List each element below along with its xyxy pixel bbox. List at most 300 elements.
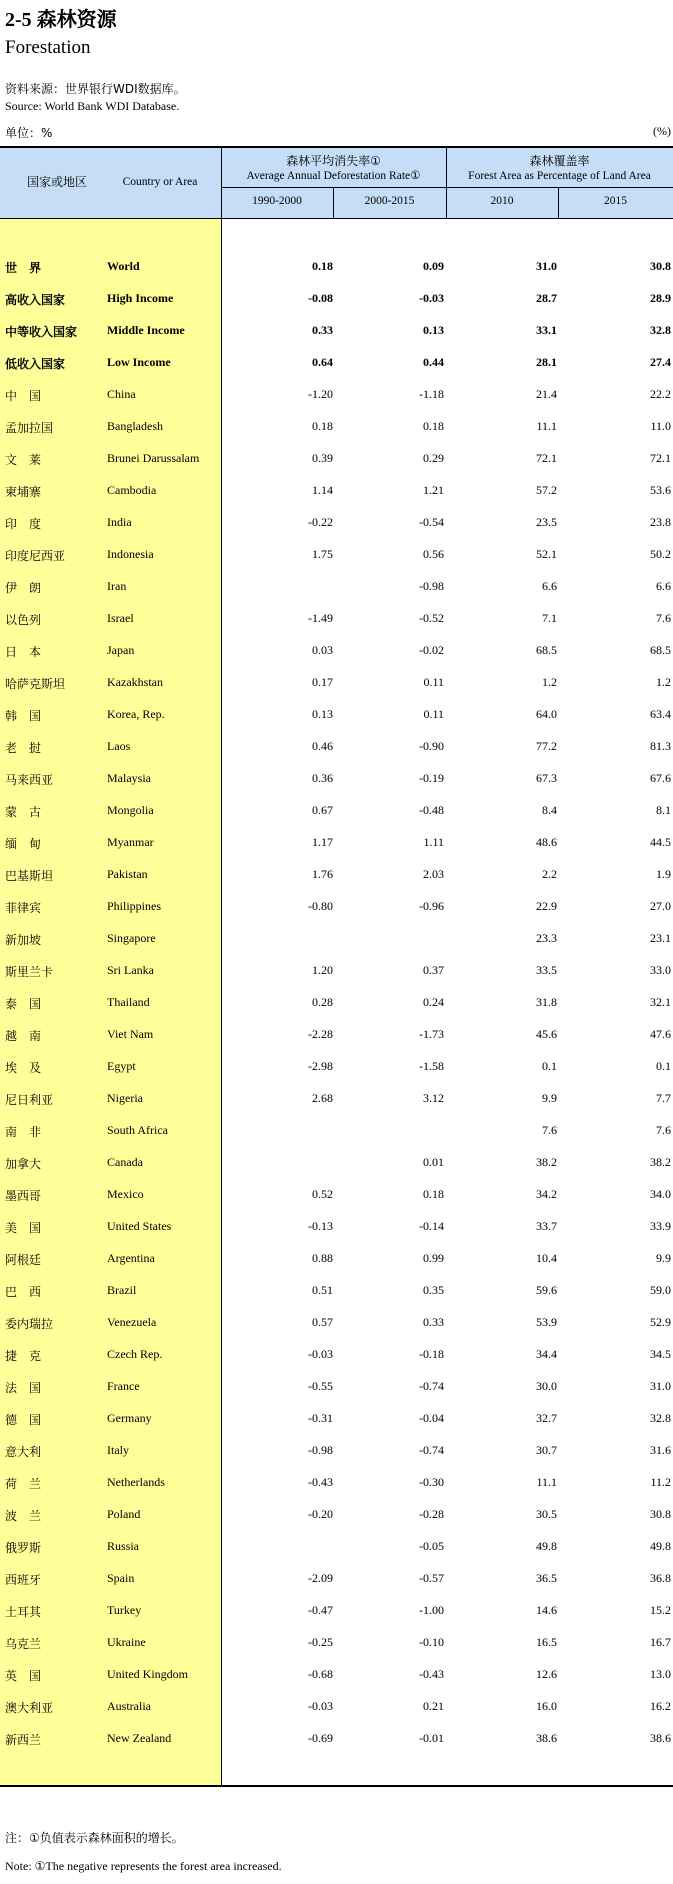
forest-area-2010-cell: 11.1 (536, 419, 557, 433)
forest-area-2015-cell: 34.5 (650, 1347, 671, 1361)
deforestation-1990-2000-cell: -2.28 (308, 1027, 333, 1041)
forest-area-2010-cell: 36.5 (536, 1571, 557, 1585)
forest-area-2015-cell: 63.4 (650, 707, 671, 721)
table-row (0, 1594, 673, 1626)
deforestation-1990-2000-cell: -0.69 (308, 1731, 333, 1745)
deforestation-2000-2015-cell: 0.18 (423, 1187, 444, 1201)
deforestation-1990-2000-cell: 0.36 (312, 771, 333, 785)
country-name-en: Malaysia (107, 771, 151, 785)
forest-area-2015-cell: 31.6 (650, 1443, 671, 1457)
forest-area-2015-cell: 36.8 (650, 1571, 671, 1585)
forest-area-2010-cell: 23.5 (536, 515, 557, 529)
deforestation-1990-2000-cell: -1.49 (308, 611, 333, 625)
country-name-en: Germany (107, 1411, 152, 1425)
country-name-cn: 埃 及 (5, 1061, 42, 1075)
country-name-en: Laos (107, 739, 131, 753)
footnote-en: Note: ①The negative represents the forest area increased. (5, 1859, 282, 1873)
deforestation-2000-2015-cell: 0.18 (423, 419, 444, 433)
deforestation-1990-2000-cell: -0.43 (308, 1475, 333, 1489)
country-name-en: Viet Nam (107, 1027, 154, 1041)
forest-area-2015-cell: 27.0 (650, 899, 671, 913)
country-name-en: Cambodia (107, 483, 157, 497)
table-row (0, 762, 673, 794)
deforestation-2000-2015-cell: 0.99 (423, 1251, 444, 1265)
forest-area-2015-cell: 30.8 (650, 1507, 671, 1521)
country-name-en: World (107, 259, 140, 273)
deforestation-2000-2015-cell: -0.03 (419, 291, 444, 305)
country-name-en: Turkey (107, 1603, 142, 1617)
forest-area-2010-cell: 30.7 (536, 1443, 557, 1457)
header-bottom-border (0, 218, 673, 219)
forest-area-2015-cell: 81.3 (650, 739, 671, 753)
deforestation-1990-2000-cell: 2.68 (312, 1091, 333, 1105)
forest-area-2010-cell: 38.6 (536, 1731, 557, 1745)
forest-area-2010-cell: 2.2 (542, 867, 557, 881)
forest-area-2015-cell: 23.1 (650, 931, 671, 945)
country-name-en: South Africa (107, 1123, 168, 1137)
country-name-cn: 乌克兰 (5, 1637, 42, 1651)
forest-area-2015-cell: 68.5 (650, 643, 671, 657)
forest-area-2015-cell: 7.7 (656, 1091, 671, 1105)
table-top-border (0, 146, 673, 148)
header-forest-area-group: 森林覆盖率 Forest Area as Percentage of Land Area (468, 154, 651, 182)
table-row (0, 442, 673, 474)
deforestation-2000-2015-cell: 3.12 (423, 1091, 444, 1105)
forest-area-2015-cell: 67.6 (650, 771, 671, 785)
deforestation-2000-2015-cell: 0.01 (423, 1155, 444, 1169)
country-name-cn: 波 兰 (5, 1509, 42, 1523)
forest-area-2015-cell: 11.0 (650, 419, 671, 433)
forest-area-2010-cell: 49.8 (536, 1539, 557, 1553)
forest-area-2015-cell: 15.2 (650, 1603, 671, 1617)
table-row (0, 506, 673, 538)
deforestation-2000-2015-cell: -0.10 (419, 1635, 444, 1649)
deforestation-2000-2015-cell: -0.43 (419, 1667, 444, 1681)
deforestation-1990-2000-cell: 0.52 (312, 1187, 333, 1201)
deforestation-2000-2015-cell: 1.11 (423, 835, 444, 849)
deforestation-2000-2015-cell: -1.58 (419, 1059, 444, 1073)
country-name-en: Israel (107, 611, 134, 625)
page-title-cn: 2-5 森林资源 (5, 9, 117, 31)
forest-area-2010-cell: 33.5 (536, 963, 557, 977)
deforestation-1990-2000-cell: -0.08 (308, 291, 333, 305)
forest-area-2015-cell: 32.8 (650, 1411, 671, 1425)
table-row (0, 954, 673, 986)
table-row (0, 1402, 673, 1434)
forest-area-2010-cell: 10.4 (536, 1251, 557, 1265)
table-row (0, 474, 673, 506)
deforestation-1990-2000-cell: -2.98 (308, 1059, 333, 1073)
forest-area-2015-cell: 50.2 (650, 547, 671, 561)
table-row (0, 730, 673, 762)
deforestation-1990-2000-cell: -0.13 (308, 1219, 333, 1233)
deforestation-1990-2000-cell: 0.13 (312, 707, 333, 721)
deforestation-2000-2015-cell: -0.01 (419, 1731, 444, 1745)
forest-area-2015-cell: 16.7 (650, 1635, 671, 1649)
table-row (0, 634, 673, 666)
deforestation-1990-2000-cell: 1.17 (312, 835, 333, 849)
country-name-en: Mongolia (107, 803, 154, 817)
country-name-cn: 斯里兰卡 (5, 965, 54, 979)
header-year-2000-2015: 2000-2015 (364, 195, 415, 207)
country-name-cn: 英 国 (5, 1669, 42, 1683)
table-body (0, 250, 673, 1754)
forest-area-2015-cell: 1.2 (656, 675, 671, 689)
deforestation-2000-2015-cell: -0.28 (419, 1507, 444, 1521)
table-row (0, 602, 673, 634)
forest-area-2010-cell: 7.6 (542, 1123, 557, 1137)
deforestation-2000-2015-cell: 0.37 (423, 963, 444, 977)
deforestation-1990-2000-cell: -2.09 (308, 1571, 333, 1585)
deforestation-2000-2015-cell: 0.35 (423, 1283, 444, 1297)
table-row (0, 410, 673, 442)
deforestation-2000-2015-cell: -1.00 (419, 1603, 444, 1617)
forest-area-2010-cell: 31.0 (536, 259, 557, 273)
table-row (0, 1498, 673, 1530)
country-name-en: Nigeria (107, 1091, 143, 1105)
country-name-cn: 巴 西 (5, 1285, 42, 1299)
forest-area-2010-cell: 14.6 (536, 1603, 557, 1617)
deforestation-2000-2015-cell: -0.30 (419, 1475, 444, 1489)
deforestation-1990-2000-cell: 0.39 (312, 451, 333, 465)
country-name-en: China (107, 387, 136, 401)
country-name-cn: 意大利 (5, 1445, 42, 1459)
deforestation-1990-2000-cell: 0.57 (312, 1315, 333, 1329)
source-cn: 资料来源：世界银行WDI数据库。 (5, 82, 186, 96)
table-row (0, 1370, 673, 1402)
table-row (0, 1210, 673, 1242)
table-row (0, 1530, 673, 1562)
table-bottom-border (0, 1785, 673, 1787)
country-name-en: Brazil (107, 1283, 137, 1297)
header-deforestation-group: 森林平均消失率① Average Annual Deforestation Rate① (246, 154, 421, 182)
forest-area-2015-cell: 7.6 (656, 611, 671, 625)
forest-area-2010-cell: 22.9 (536, 899, 557, 913)
deforestation-2000-2015-cell: -0.14 (419, 1219, 444, 1233)
country-name-en: Brunei Darussalam (107, 451, 200, 465)
forest-area-2010-cell: 28.7 (536, 291, 557, 305)
country-name-en: Iran (107, 579, 127, 593)
unit-label-right: (%) (653, 124, 671, 138)
table-row (0, 890, 673, 922)
deforestation-2000-2015-cell: 0.44 (423, 355, 444, 369)
forest-area-2015-cell: 33.0 (650, 963, 671, 977)
deforestation-2000-2015-cell: 1.21 (423, 483, 444, 497)
deforestation-2000-2015-cell: -0.48 (419, 803, 444, 817)
country-name-en: Netherlands (107, 1475, 165, 1489)
forest-area-2010-cell: 11.1 (536, 1475, 557, 1489)
forest-area-2010-cell: 7.1 (542, 611, 557, 625)
country-name-en: Myanmar (107, 835, 154, 849)
deforestation-1990-2000-cell: 0.67 (312, 803, 333, 817)
forest-area-2015-cell: 8.1 (656, 803, 671, 817)
forest-area-2015-cell: 23.8 (650, 515, 671, 529)
forest-area-2010-cell: 33.7 (536, 1219, 557, 1233)
forest-area-2010-cell: 68.5 (536, 643, 557, 657)
header-year-1990-2000: 1990-2000 (252, 195, 302, 207)
country-name-en: Singapore (107, 931, 156, 945)
country-name-cn: 马来西亚 (5, 773, 54, 787)
deforestation-1990-2000-cell: -0.03 (308, 1347, 333, 1361)
deforestation-2000-2015-cell: -0.57 (419, 1571, 444, 1585)
country-name-en: New Zealand (107, 1731, 172, 1745)
table-row (0, 1114, 673, 1146)
deforestation-2000-2015-cell: -0.74 (419, 1379, 444, 1393)
country-name-cn: 柬埔寨 (5, 485, 42, 499)
table-row (0, 1722, 673, 1754)
deforestation-1990-2000-cell: -0.68 (308, 1667, 333, 1681)
country-name-cn: 俄罗斯 (5, 1541, 42, 1555)
country-name-cn: 日 本 (5, 645, 42, 659)
forest-area-2015-cell: 27.4 (650, 355, 671, 369)
header-country-cn: 国家或地区 (26, 175, 87, 189)
forest-area-2015-cell: 1.9 (656, 867, 671, 881)
country-name-en: Argentina (107, 1251, 155, 1265)
deforestation-2000-2015-cell: -0.98 (419, 579, 444, 593)
country-name-cn: 孟加拉国 (5, 421, 54, 435)
forest-area-2015-cell: 16.2 (650, 1699, 671, 1713)
unit-label: 单位：% (5, 126, 53, 140)
forest-area-2015-cell: 11.2 (650, 1475, 671, 1489)
deforestation-1990-2000-cell: -0.98 (308, 1443, 333, 1457)
deforestation-2000-2015-cell: 0.29 (423, 451, 444, 465)
country-name-en: Spain (107, 1571, 135, 1585)
country-name-cn: 新加坡 (5, 933, 42, 947)
forest-area-2010-cell: 30.5 (536, 1507, 557, 1521)
table-row (0, 570, 673, 602)
forest-area-2015-cell: 0.1 (656, 1059, 671, 1073)
deforestation-1990-2000-cell: 0.88 (312, 1251, 333, 1265)
table-row (0, 986, 673, 1018)
deforestation-1990-2000-cell: -0.31 (308, 1411, 333, 1425)
table-row (0, 1242, 673, 1274)
country-name-cn: 荷 兰 (5, 1477, 42, 1491)
deforestation-2000-2015-cell: 0.11 (423, 675, 444, 689)
table-row (0, 1562, 673, 1594)
table-row (0, 282, 673, 314)
deforestation-1990-2000-cell: 0.46 (312, 739, 333, 753)
forest-area-2010-cell: 38.2 (536, 1155, 557, 1169)
deforestation-2000-2015-cell: 0.13 (423, 323, 444, 337)
deforestation-1990-2000-cell: -0.22 (308, 515, 333, 529)
table-row (0, 378, 673, 410)
forest-area-2010-cell: 34.2 (536, 1187, 557, 1201)
country-name-cn: 高收入国家 (5, 293, 66, 307)
table-row (0, 666, 673, 698)
table-row (0, 346, 673, 378)
table-row (0, 1658, 673, 1690)
table-row (0, 1690, 673, 1722)
country-name-cn: 中等收入国家 (5, 325, 78, 339)
deforestation-2000-2015-cell: -0.18 (419, 1347, 444, 1361)
country-name-cn: 巴基斯坦 (5, 869, 54, 883)
deforestation-1990-2000-cell: 0.18 (312, 419, 333, 433)
forest-area-2015-cell: 52.9 (650, 1315, 671, 1329)
header-country-en: Country or Area (122, 176, 198, 188)
country-name-en: Low Income (107, 355, 171, 369)
country-name-en: Czech Rep. (107, 1347, 163, 1361)
deforestation-2000-2015-cell: 0.21 (423, 1699, 444, 1713)
forest-area-2015-cell: 72.1 (650, 451, 671, 465)
table-row (0, 794, 673, 826)
country-name-en: Mexico (107, 1187, 144, 1201)
table-row (0, 858, 673, 890)
forest-area-2010-cell: 32.7 (536, 1411, 557, 1425)
country-name-en: Sri Lanka (107, 963, 154, 977)
deforestation-2000-2015-cell: 0.24 (423, 995, 444, 1009)
country-name-en: Egypt (107, 1059, 136, 1073)
forest-area-2010-cell: 8.4 (542, 803, 557, 817)
country-name-cn: 法 国 (5, 1381, 42, 1395)
country-name-cn: 泰 国 (5, 997, 42, 1011)
forest-area-2010-cell: 52.1 (536, 547, 557, 561)
forest-area-2015-cell: 30.8 (650, 259, 671, 273)
deforestation-2000-2015-cell: 0.09 (423, 259, 444, 273)
forest-area-2010-cell: 59.6 (536, 1283, 557, 1297)
forest-area-2010-cell: 16.5 (536, 1635, 557, 1649)
country-name-cn: 捷 克 (5, 1349, 42, 1363)
deforestation-2000-2015-cell: 0.33 (423, 1315, 444, 1329)
country-name-cn: 低收入国家 (5, 357, 66, 371)
country-name-cn: 印 度 (5, 517, 42, 531)
country-name-cn: 澳大利亚 (5, 1701, 54, 1715)
deforestation-2000-2015-cell: 0.56 (423, 547, 444, 561)
forest-area-2015-cell: 28.9 (650, 291, 671, 305)
country-name-cn: 以色列 (5, 613, 42, 627)
deforestation-1990-2000-cell: 0.03 (312, 643, 333, 657)
country-name-cn: 伊 朗 (5, 581, 42, 595)
deforestation-2000-2015-cell: -0.74 (419, 1443, 444, 1457)
deforestation-1990-2000-cell: -0.20 (308, 1507, 333, 1521)
table-row (0, 698, 673, 730)
deforestation-2000-2015-cell: -0.90 (419, 739, 444, 753)
deforestation-2000-2015-cell: -0.05 (419, 1539, 444, 1553)
country-name-en: Pakistan (107, 867, 148, 881)
country-name-cn: 阿根廷 (5, 1253, 42, 1267)
country-name-en: Canada (107, 1155, 143, 1169)
page-title-en: Forestation (5, 37, 91, 58)
table-row (0, 1306, 673, 1338)
forest-area-2015-cell: 22.2 (650, 387, 671, 401)
country-name-cn: 西班牙 (5, 1573, 42, 1587)
table-row (0, 1338, 673, 1370)
forest-area-2010-cell: 48.6 (536, 835, 557, 849)
forest-area-2015-cell: 7.6 (656, 1123, 671, 1137)
forest-area-2010-cell: 21.4 (536, 387, 557, 401)
country-name-en: India (107, 515, 132, 529)
country-name-cn: 世 界 (5, 261, 42, 275)
deforestation-1990-2000-cell: -0.55 (308, 1379, 333, 1393)
deforestation-2000-2015-cell: -0.02 (419, 643, 444, 657)
country-name-cn: 加拿大 (5, 1157, 42, 1171)
deforestation-1990-2000-cell: -0.03 (308, 1699, 333, 1713)
country-name-en: Middle Income (107, 323, 185, 337)
forest-area-2010-cell: 34.4 (536, 1347, 557, 1361)
forest-area-2015-cell: 32.1 (650, 995, 671, 1009)
table-row (0, 1274, 673, 1306)
table-row (0, 1082, 673, 1114)
forest-area-2010-cell: 0.1 (542, 1059, 557, 1073)
country-name-cn: 尼日利亚 (5, 1093, 54, 1107)
forest-area-2015-cell: 59.0 (650, 1283, 671, 1297)
source-en: Source: World Bank WDI Database. (5, 99, 180, 113)
forest-area-2015-cell: 44.5 (650, 835, 671, 849)
country-name-en: Indonesia (107, 547, 154, 561)
forest-area-2015-cell: 6.6 (656, 579, 671, 593)
forest-area-2010-cell: 9.9 (542, 1091, 557, 1105)
table-row (0, 250, 673, 282)
forest-area-2015-cell: 49.8 (650, 1539, 671, 1553)
table-row (0, 314, 673, 346)
deforestation-1990-2000-cell: 0.51 (312, 1283, 333, 1297)
country-name-en: High Income (107, 291, 174, 305)
table-row (0, 1018, 673, 1050)
deforestation-1990-2000-cell: -0.25 (308, 1635, 333, 1649)
forest-area-2010-cell: 12.6 (536, 1667, 557, 1681)
country-name-en: Thailand (107, 995, 150, 1009)
country-name-cn: 蒙 古 (5, 805, 42, 819)
country-name-en: Australia (107, 1699, 151, 1713)
forest-area-2010-cell: 1.2 (542, 675, 557, 689)
deforestation-1990-2000-cell: 0.18 (312, 259, 333, 273)
deforestation-1990-2000-cell: 1.14 (312, 483, 333, 497)
country-name-cn: 中 国 (5, 389, 42, 403)
country-name-en: Russia (107, 1539, 140, 1553)
forest-area-2010-cell: 67.3 (536, 771, 557, 785)
country-name-en: France (107, 1379, 140, 1393)
country-name-cn: 新西兰 (5, 1733, 42, 1747)
deforestation-2000-2015-cell: -0.54 (419, 515, 444, 529)
deforestation-2000-2015-cell: -0.96 (419, 899, 444, 913)
forest-area-2010-cell: 6.6 (542, 579, 557, 593)
deforestation-2000-2015-cell: 2.03 (423, 867, 444, 881)
country-name-cn: 越 南 (5, 1029, 42, 1043)
forest-area-2010-cell: 23.3 (536, 931, 557, 945)
deforestation-1990-2000-cell: 1.75 (312, 547, 333, 561)
deforestation-1990-2000-cell: 1.20 (312, 963, 333, 977)
deforestation-2000-2015-cell: 0.11 (423, 707, 444, 721)
table-row (0, 1466, 673, 1498)
country-name-en: Ukraine (107, 1635, 146, 1649)
country-name-cn: 委内瑞拉 (5, 1317, 54, 1331)
country-name-cn: 哈萨克斯坦 (5, 677, 66, 691)
country-name-cn: 韩 国 (5, 709, 42, 723)
country-name-cn: 老 挝 (5, 741, 42, 755)
deforestation-1990-2000-cell: 1.76 (312, 867, 333, 881)
country-name-en: Kazakhstan (107, 675, 163, 689)
forest-area-2010-cell: 72.1 (536, 451, 557, 465)
deforestation-1990-2000-cell: -0.80 (308, 899, 333, 913)
forest-area-2010-cell: 31.8 (536, 995, 557, 1009)
country-name-en: Philippines (107, 899, 162, 913)
forest-area-2015-cell: 38.2 (650, 1155, 671, 1169)
country-name-cn: 美 国 (5, 1221, 42, 1235)
table-row (0, 1178, 673, 1210)
forest-area-2010-cell: 64.0 (536, 707, 557, 721)
table-row (0, 1626, 673, 1658)
forest-area-2010-cell: 53.9 (536, 1315, 557, 1329)
country-name-cn: 缅 甸 (5, 837, 42, 851)
forest-area-2010-cell: 16.0 (536, 1699, 557, 1713)
forest-area-2015-cell: 53.6 (650, 483, 671, 497)
header-year-2010: 2010 (490, 195, 514, 207)
deforestation-1990-2000-cell: 0.64 (312, 355, 333, 369)
table-row (0, 1146, 673, 1178)
deforestation-2000-2015-cell: -0.19 (419, 771, 444, 785)
country-name-cn: 墨西哥 (5, 1189, 42, 1203)
forest-area-2015-cell: 33.9 (650, 1219, 671, 1233)
deforestation-1990-2000-cell: 0.28 (312, 995, 333, 1009)
